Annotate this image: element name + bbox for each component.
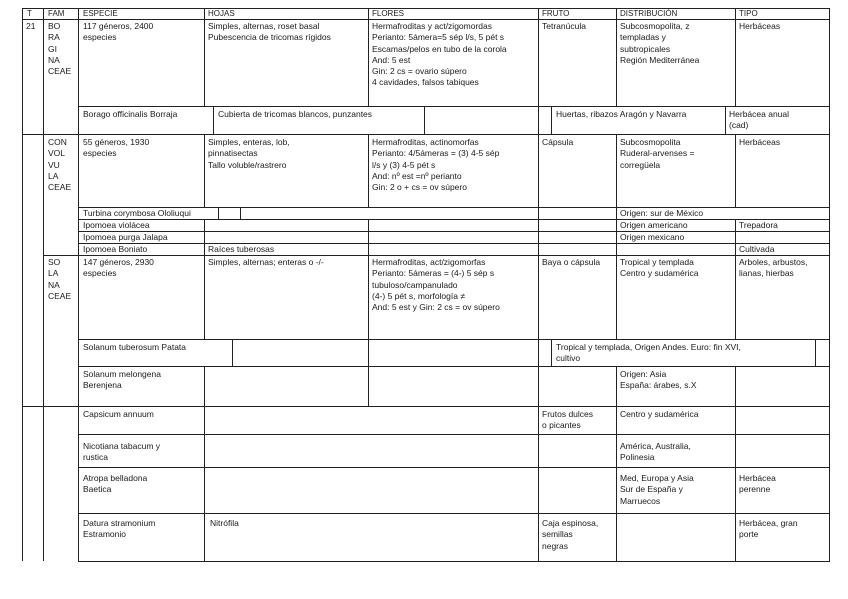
flores-cell: Hermafroditas, act/zigomorfas Perianto: 5ámeras = (4-) 5 sép s tubuloso/campanulado (4-) 5 pét s, morfología ≠ And: 5 est y Gin: 2 cs = ov súpero bbox=[372, 257, 500, 313]
distribucion-cell: Subcosmopolita Ruderal-arvenses = corregüela bbox=[620, 137, 695, 170]
distribucion-cell: América, Australia, Polinesia bbox=[620, 441, 691, 463]
especie-cell: 147 géneros, 2930 especies bbox=[83, 257, 154, 279]
rule bbox=[368, 8, 369, 106]
hojas-cell: Simples, alternas, roset basal Pubescencia de tricomas rígidos bbox=[208, 21, 331, 43]
rule bbox=[735, 8, 736, 106]
rule bbox=[204, 366, 205, 561]
family-solanaceae: SO LA NA CEAE bbox=[48, 257, 72, 301]
header-especie: ESPECIE bbox=[83, 9, 118, 18]
fruto-cell: Baya o cápsula bbox=[542, 257, 601, 267]
fruto-cell: Cápsula bbox=[542, 137, 574, 147]
distribucion-cell: Origen americano bbox=[620, 220, 688, 230]
header-fruto: FRUTO bbox=[542, 9, 570, 18]
distribucion-cell: Huertas, ribazos Aragón y Navarra bbox=[556, 109, 687, 119]
rule bbox=[78, 231, 830, 232]
rule bbox=[78, 467, 830, 468]
rule bbox=[78, 243, 830, 244]
rule bbox=[232, 339, 233, 366]
hojas-cell: Simples, alternas; enteras o -/- bbox=[208, 257, 324, 267]
rule bbox=[735, 219, 736, 255]
rule bbox=[735, 255, 736, 339]
hojas-cell: Simples, enteras, lob, pinnatisectas Tallo voluble/rastrero bbox=[208, 137, 290, 170]
rule bbox=[78, 366, 830, 367]
tipo-cell: Herbácea, gran porte bbox=[739, 518, 798, 540]
distribucion-cell: Origen mexicano bbox=[620, 232, 685, 242]
rule bbox=[616, 255, 617, 339]
especie-cell: 117 géneros, 2400 especies bbox=[83, 21, 154, 43]
rule bbox=[22, 134, 830, 135]
rule bbox=[22, 8, 830, 9]
rule bbox=[725, 106, 726, 134]
rule bbox=[78, 106, 830, 107]
fruto-cell: Frutos dulces o picantes bbox=[542, 409, 594, 431]
distribucion-cell: Med, Europa y Asia Sur de España y Marruecos bbox=[620, 473, 694, 506]
header-flores: FLORES bbox=[372, 9, 405, 18]
species-name: Solanum melongena Berenjena bbox=[83, 369, 161, 391]
rule bbox=[368, 339, 369, 366]
header-hojas: HOJAS bbox=[208, 9, 235, 18]
species-name: Nicotiana tabacum y rustica bbox=[83, 441, 161, 463]
rule bbox=[368, 255, 369, 339]
flores-cell: Hermafroditas, actinomorfas Perianto: 4/5ámeras = (3) 4-5 sép l/s y (3) 4-5 pét s And: nº est =nº perianto Gin: 2 o + cs = ov súpero bbox=[372, 137, 500, 193]
header-fam: FAM bbox=[48, 9, 65, 18]
rule bbox=[78, 339, 830, 340]
family-convolvulaceae: CON VOL VU LA CEAE bbox=[48, 137, 72, 193]
rule bbox=[240, 207, 241, 219]
species-name: Atropa belladona Baetica bbox=[83, 473, 148, 495]
tipo-cell: Arboles, arbustos, lianas, hierbas bbox=[739, 257, 808, 279]
rule bbox=[538, 339, 539, 366]
species-name: Borago officinalis Borraja bbox=[83, 109, 178, 119]
rule bbox=[551, 339, 552, 366]
rule bbox=[78, 513, 830, 514]
rule bbox=[78, 561, 830, 562]
family-boraginaceae: BO RA GI NA CEAE bbox=[48, 21, 72, 77]
rule bbox=[22, 19, 830, 20]
tipo-cell: Herbácea anual (cad) bbox=[729, 109, 790, 131]
rule bbox=[538, 366, 539, 561]
rule bbox=[616, 8, 617, 106]
rule bbox=[368, 134, 369, 207]
rule bbox=[43, 8, 44, 561]
header-distribucion: DISTRIBUCIÓN bbox=[620, 9, 678, 18]
tipo-cell: Trepadora bbox=[739, 220, 778, 230]
rule bbox=[616, 134, 617, 255]
rule bbox=[78, 434, 830, 435]
rule bbox=[616, 366, 617, 561]
hojas-cell: Cubierta de tricomas blancos, punzantes bbox=[218, 109, 373, 119]
header-tipo: TIPO bbox=[739, 9, 758, 18]
fruto-cell: Caja espinosa, semillas negras bbox=[542, 518, 599, 551]
distribucion-cell: Origen: sur de México bbox=[620, 208, 704, 218]
distribucion-cell: Tropical y templada, Origen Andes. Euro: fin XVI, cultivo bbox=[556, 342, 741, 364]
rule bbox=[22, 8, 23, 561]
rule bbox=[213, 106, 214, 134]
rule bbox=[538, 106, 539, 134]
tipo-cell: Herbácea perenne bbox=[739, 473, 776, 495]
species-name: Ipomoea Boniato bbox=[83, 244, 148, 254]
species-name: Solanum tuberosum Patata bbox=[83, 342, 187, 352]
rule bbox=[551, 106, 552, 134]
rule bbox=[204, 134, 205, 207]
tipo-cell: Cultivada bbox=[739, 244, 775, 254]
fruto-cell: Tetranúcula bbox=[542, 21, 586, 31]
tipo-cell: Herbáceas bbox=[739, 21, 781, 31]
rule bbox=[735, 366, 736, 561]
rule bbox=[829, 8, 830, 561]
tipo-cell: Herbáceas bbox=[739, 137, 781, 147]
flores-cell: Hermafroditas y act/zigomordas Perianto: 5ámera=5 sép l/s, 5 pét s Escamas/pelos en tubo de la corola And: 5 est Gin: 2 cs = ovario súpero 4 cavidades, falsos tabiques bbox=[372, 21, 507, 88]
hojas-cell: Nitrófila bbox=[210, 518, 239, 528]
species-name: Ipomoea violácea bbox=[83, 220, 150, 230]
species-name: Datura stramonium Estramonio bbox=[83, 518, 156, 540]
species-name: Ipomoea purga Jalapa bbox=[83, 232, 168, 242]
especie-cell: 55 géneros, 1930 especies bbox=[83, 137, 150, 159]
row-number: 21 bbox=[26, 21, 36, 31]
rule bbox=[815, 339, 816, 366]
header-t: T bbox=[27, 9, 32, 18]
species-name: Turbina corymbosa Ololiuqui bbox=[83, 208, 191, 218]
distribucion-cell: Centro y sudamérica bbox=[620, 409, 699, 419]
rule bbox=[424, 106, 425, 134]
rule bbox=[204, 8, 205, 106]
rule bbox=[218, 207, 219, 219]
rule bbox=[204, 219, 205, 255]
rule bbox=[538, 255, 539, 339]
rule bbox=[735, 134, 736, 207]
rule bbox=[22, 406, 830, 407]
distribucion-cell: Tropical y templada Centro y sudamérica bbox=[620, 257, 699, 279]
rule bbox=[368, 366, 369, 406]
hojas-cell: Raíces tuberosas bbox=[208, 244, 275, 254]
rule bbox=[204, 255, 205, 339]
rule bbox=[78, 8, 79, 561]
rule bbox=[538, 134, 539, 255]
distribucion-cell: Subcosmopolita, z templadas y subtropicales Región Mediterránea bbox=[620, 21, 700, 65]
rule bbox=[368, 219, 369, 255]
rule bbox=[43, 255, 830, 256]
distribucion-cell: Origen: Asia España: árabes, s.X bbox=[620, 369, 697, 391]
species-name: Capsicum annuum bbox=[83, 409, 154, 419]
rule bbox=[538, 8, 539, 106]
